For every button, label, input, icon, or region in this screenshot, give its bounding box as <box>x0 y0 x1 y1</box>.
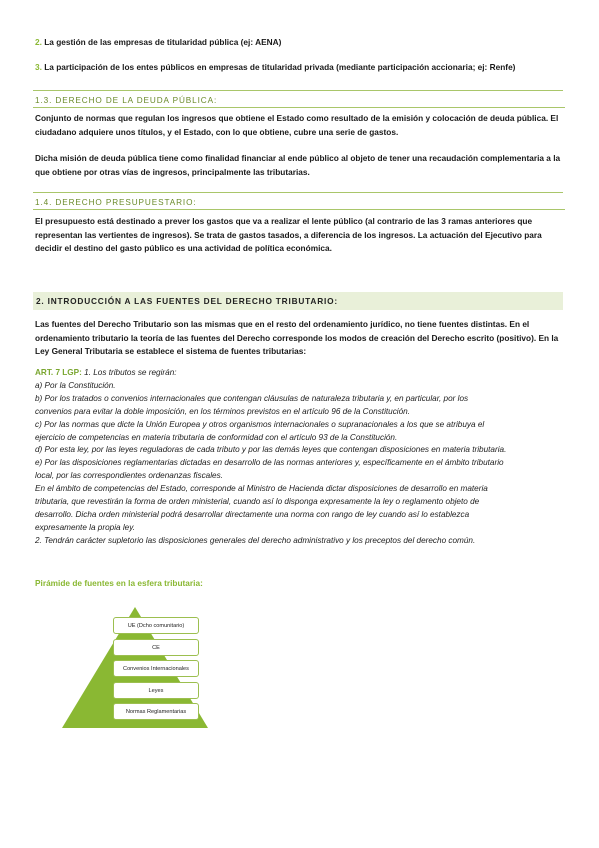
pyramid-title: Pirámide de fuentes en la esfera tributaria: <box>35 578 203 588</box>
paragraph: Conjunto de normas que regulan los ingresos que obtiene el Estado como resultado de la emisión y colocación de deuda pública. El ciudadano adquiere unos títulos, y el Estado, con lo que obtiene, cubre una serie de gastos. <box>35 113 559 137</box>
article-line: ART. 7 LGP: 1. Los tributos se regirán: <box>35 368 177 377</box>
list-item <box>35 36 563 50</box>
article-line: d) Por esta ley, por las leyes reguladoras de cada tributo y por las demás leyes que contengan disposiciones en materia tributaria. <box>35 445 507 455</box>
article-line: ejercicio de competencias en materia tributaria de conformidad con el artículo 93 de la Constitución. <box>35 432 398 442</box>
article-line: 2. Tendrán carácter supletorio las disposiciones generales del derecho administrativo y los preceptos del derecho común. <box>35 535 476 545</box>
item-text: La gestión de las empresas de titularidad pública (ej: AENA) <box>44 37 282 47</box>
article-label: ART. 7 LGP: <box>35 368 82 377</box>
article-line: expresamente la propia ley. <box>35 522 135 532</box>
divider <box>33 90 563 91</box>
list-item <box>35 61 563 75</box>
article-line: e) Por las disposiciones reglamentarias dictadas en desarrollo de las normas anteriores y, específicamente en el ámbito tributario <box>35 458 504 468</box>
article-line: convenios para evitar la doble imposición, en los términos previstos en el artículo 96 de la Constitución. <box>35 406 411 416</box>
section-heading-2: 2. INTRODUCCIÓN A LAS FUENTES DEL DERECHO TRIBUTARIO: <box>33 292 563 310</box>
item-text: La participación de los entes públicos en empresas de titularidad privada (mediante participación accionaria; ej: Renfe) <box>44 62 516 72</box>
pyramid-level: Convenios Internacionales <box>113 660 199 677</box>
item-number: 3. <box>35 62 42 72</box>
paragraph: Las fuentes del Derecho Tributario son las mismas que en el resto del ordenamiento jurídico, no tiene fuentes distintas. En el ordenamiento tributario la teoría de las fuentes del Derecho corresponde los modos de creación del Derecho escrito (positivo). En la Ley General Tributaria se establece el sistema de fuentes tributarias: <box>35 319 559 356</box>
item-number: 2. <box>35 37 42 47</box>
article-line: tributaria, que revestirán la forma de orden ministerial, cuando así lo disponga expresamente la ley o reglamento objeto de <box>35 497 480 507</box>
section-heading-1-3: 1.3. DERECHO DE LA DEUDA PÚBLICA: <box>33 96 565 108</box>
pyramid-level: Leyes <box>113 682 199 699</box>
section-heading-1-4: 1.4. DERECHO PRESUPUESTARIO: <box>33 198 565 210</box>
article-line: desarrollo. Dicha orden ministerial podrá desarrollar directamente una norma con rango de ley cuando así lo establezca <box>35 509 470 519</box>
pyramid-level: CE <box>113 639 199 656</box>
article-7-block <box>35 367 563 548</box>
article-line: b) Por los tratados o convenios internacionales que contengan cláusulas de naturaleza tributaria y, en particular, por los <box>35 393 469 403</box>
article-line: En el ámbito de competencias del Estado, corresponde al Ministro de Hacienda dictar disposiciones de desarrollo en materia <box>35 484 488 494</box>
article-line: local, por las correspondientes ordenanzas fiscales. <box>35 471 223 481</box>
pyramid-level: Normas Reglamentarias <box>113 703 199 720</box>
article-line: a) Por la Constitución. <box>35 380 116 390</box>
pyramid-level: UE (Dcho comunitario) <box>113 617 199 634</box>
divider <box>33 192 563 193</box>
paragraph: Dicha misión de deuda pública tiene como finalidad financiar al ende público al objeto de tener una recaudación complementaria a la que obtiene por otras vías de ingresos, principalmente las tributarias. <box>35 153 561 177</box>
paragraph: El presupuesto está destinado a prever los gastos que va a realizar el lente público (al contrario de las 3 ramas anteriores que representan las vertientes de ingresos). Se trata de gastos tasados, a diferencia de los ingresos. La actuación del Ejecutivo para decidir el destino del gasto público es una actividad de política económica. <box>35 216 542 253</box>
article-line: c) Por las normas que dicte la Unión Europea y otros organismos internacionales o supranacionales a los que se atribuya el <box>35 419 485 429</box>
